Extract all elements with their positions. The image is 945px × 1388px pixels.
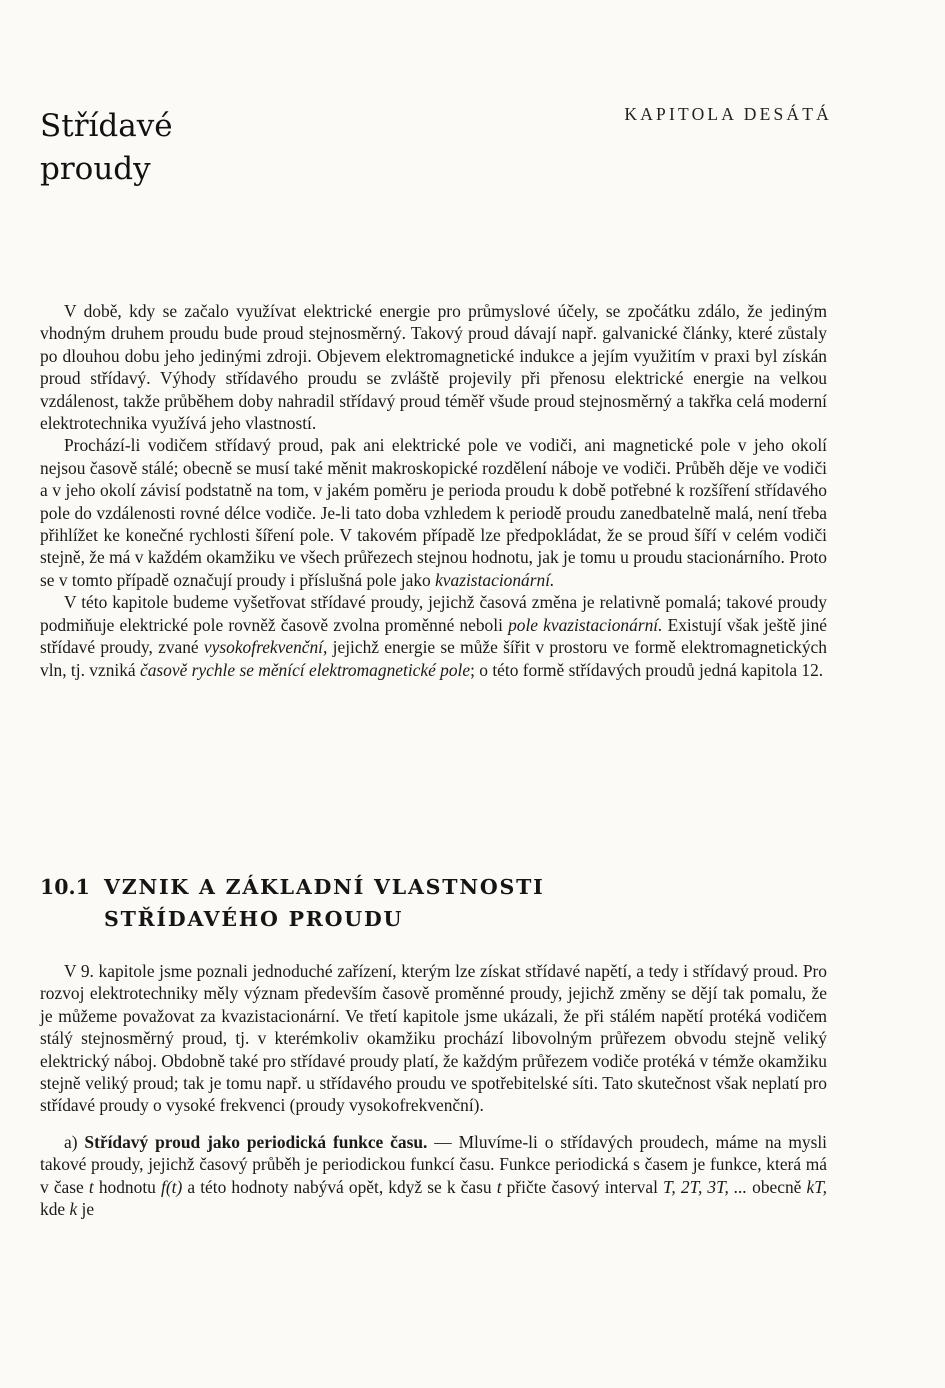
intro-p3-text-d: ; o této formě střídavých proudů jedná kapitola 12. bbox=[470, 659, 824, 680]
section-paragraph-1: V 9. kapitole jsme poznali jednoduché zařízení, kterým lze získat střídavé napětí, a tedy i střídavý proud. Pro rozvoj elektrotechniky měly význam především časově proměnné proudy, jejichž změny se dějí tak pomalu, že je můžeme považovat za kvazistacionární. Ve třetí kapitole jsme ukázali, že při stálém napětí protéká vodičem stálý stejnosměrný proud, tj. v kterémkoliv okamžiku prochází libovolným průřezem obvodu stejně veliký elektrický náboj. Obdobně také pro střídavé proudy platí, že každým průřezem vodiče protéká v témže okamžiku stejně veliký proud; tak je tomu např. u střídavého proudu ve spotřebitelské síti. Tato skutečnost však neplatí pro střídavé proudy o vysoké frekvenci (proudy vysokofrekvenční). bbox=[40, 961, 827, 1116]
intro-paragraph-1: V době, kdy se začalo využívat elektrické energie pro průmyslové účely, se zpočátku zdálo, že jediným vhodným druhem proudu bude proud stejnosměrný. Takový proud dávají např. galvanické články, které zůstaly po dlouhou dobu jeho jedinými zdroji. Objevem elektromagnetické indukce a jejím využitím v praxi byl získán proud střídavý. Výhody střídavého proudu se zvláště projevily při přenosu elektrické energie na velkou vzdálenost, takže průběhem doby nahradil střídavý proud téměř všude proud stejnosměrný a takřka celá moderní elektrotechnika využívá jeho vlastností. bbox=[40, 301, 827, 434]
var-intervals: T, 2T, 3T, ... bbox=[663, 1176, 748, 1197]
intro-p2-text: Prochází-li vodičem střídavý proud, pak ani elektrické pole ve vodiči, ani magnetické pole v jeho okolí nejsou časově stálé; obecně se musí také měnit makroskopické rozdělení náboje ve vodiči. Průběh děje ve vodiči a v jeho okolí závisí podstatně na tom, v jakém poměru je perioda proudu k době potřebné k rozšíření střídavého pole do vzdálenosti rovné délce vodiče. Je-li tato doba vzhledem k periodě proudu zanedbatelně malá, není třeba přihlížet ke konečné rychlosti šíření pole. V takovém případě lze předpokládat, že se proud šíří v celém vodiči stejně, že má v každém okamžiku ve všech průřezech stejnou hodnotu, jak je tomu u proudu stacionárního. Proto se v tomto případě označují proudy i příslušná pole jako bbox=[40, 435, 827, 590]
section-text bbox=[40, 960, 827, 1220]
subsection-a-text-3: a této hodnoty nabývá opět, když se k času bbox=[182, 1176, 497, 1197]
var-t-2: t bbox=[496, 1176, 502, 1197]
subsection-a-text-5: obecně bbox=[747, 1176, 807, 1197]
section-heading bbox=[40, 871, 827, 935]
intro-p3-italic-1: pole kvazistacionární. bbox=[508, 614, 663, 635]
intro-p3-text-b: Existují však ještě jiné střídavé proudy, zvané bbox=[40, 614, 827, 658]
intro-p3-text-c: jejichž energie se může šířit v prostoru ve formě elektromagnetických vln, tj. vzniká bbox=[40, 637, 827, 680]
intro-paragraph-3 bbox=[40, 591, 827, 681]
intro-p2-italic: kvazistacionární. bbox=[435, 569, 555, 590]
subsection-a-text-6: kde bbox=[40, 1199, 70, 1220]
var-t: t bbox=[88, 1176, 94, 1197]
chapter-title-line2: proudy bbox=[40, 151, 151, 187]
subsection-a-text-7: je bbox=[77, 1199, 95, 1220]
chapter-label: KAPITOLA DESÁTÁ bbox=[624, 104, 832, 124]
subsection-a-text-1: — Mluvíme-li o střídavých proudech, máme na mysli takové proudy, jejichž časový průběh je periodickou funkcí času. Funkce periodická s časem je funkce, která má v čase bbox=[40, 1131, 827, 1197]
subsection-a-paragraph bbox=[40, 1131, 827, 1221]
subsection-a-marker: a) bbox=[64, 1131, 85, 1152]
subsection-a-text-2: hodnotu bbox=[93, 1176, 161, 1197]
chapter-title-line1: Střídavé bbox=[40, 108, 173, 144]
intro-p3-text-a: V této kapitole budeme vyšetřovat střídavé proudy, jejichž časová změna je relativně pomalá; takové proudy podmiňuje elektrické pole rovněž časově zvolna proměnné neboli bbox=[40, 592, 827, 635]
section-title-line2: STŘÍDAVÉHO PROUDU bbox=[104, 907, 404, 931]
section-number: 10.1 bbox=[40, 875, 90, 899]
section-title-line1: VZNIK A ZÁKLADNÍ VLASTNOSTI bbox=[104, 875, 545, 899]
var-ft: f(t) bbox=[160, 1176, 183, 1197]
intro-p3-italic-3: časově rychle se měnící elektromagnetické pole bbox=[139, 659, 471, 680]
var-k: k bbox=[69, 1199, 78, 1220]
intro-paragraph-2 bbox=[40, 434, 827, 591]
var-kt: kT, bbox=[806, 1176, 827, 1197]
intro-p3-italic-2: vysokofrekvenční, bbox=[203, 637, 328, 658]
subsection-a-title: Střídavý proud jako periodická funkce času. bbox=[84, 1131, 428, 1152]
intro-text bbox=[40, 300, 827, 681]
subsection-a-text-4: přičte časový interval bbox=[501, 1176, 664, 1197]
chapter-title bbox=[40, 105, 300, 191]
